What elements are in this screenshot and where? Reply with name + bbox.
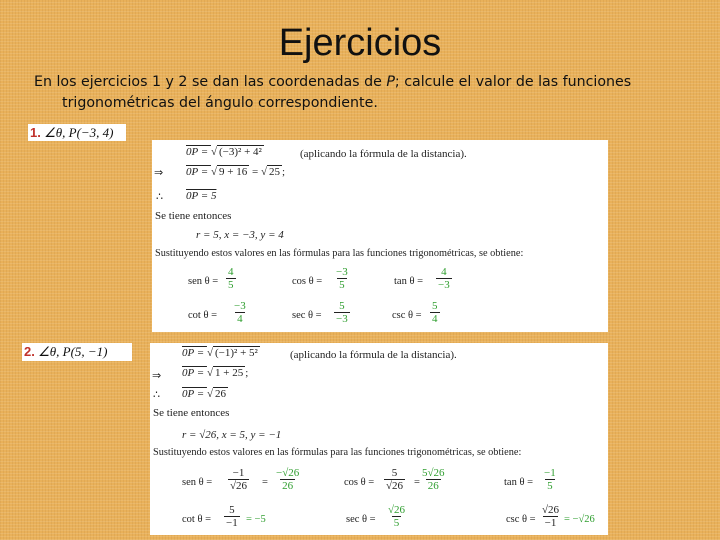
ex1-step2-radicand2: 25 [268, 166, 280, 178]
ex1-tan-numerator: 4 [441, 266, 447, 278]
ex2-tan-frac [542, 467, 558, 492]
ex2-cos-numerator: 5 [391, 467, 398, 479]
ex2-sec-label: sec θ = [346, 514, 376, 525]
ex2-cot-tail: = −5 [246, 514, 266, 525]
ex2-sec-denominator: 5 [393, 517, 400, 529]
ex1-sec-numerator: 5 [339, 300, 345, 312]
ex1-step3: 0P = 5 [186, 190, 217, 202]
ex1-csc-label: csc θ = [392, 310, 422, 321]
ex1-distance-radicand: (−3)² + 4² [219, 146, 262, 158]
exercise-2-panel [150, 343, 608, 535]
ex2-sen-numerator2: −√26 [276, 467, 300, 479]
exercise-2-expression: ∠θ, P(5, −1) [38, 344, 108, 359]
ex2-sec-frac [386, 504, 407, 529]
ex1-sec-denominator: −3 [336, 313, 348, 325]
ex2-sen-eq: = [262, 477, 268, 488]
ex2-csc-frac [540, 504, 561, 529]
ex1-distance-note: (aplicando la fórmula de la distancia). [300, 148, 467, 160]
ex1-csc-numerator: 5 [432, 300, 438, 312]
ex2-step3-radicand: 26 [215, 388, 226, 400]
ex2-step2-lhs: 0P = [182, 367, 207, 379]
exercise-2-number: 2. [24, 344, 35, 359]
ex2-distance-line: 0P = √ (−1)² + 5² [182, 347, 258, 359]
ex1-tan-label: tan θ = [394, 276, 424, 287]
ex2-csc-label: csc θ = [506, 514, 536, 525]
ex1-sen-label: sen θ = [188, 276, 219, 287]
ex1-se-tiene: Se tiene entonces [155, 210, 232, 222]
ex2-se-tiene: Se tiene entonces [153, 407, 230, 419]
ex2-cot-frac [224, 504, 240, 529]
ex2-distance-lhs: 0P = [182, 347, 207, 359]
ex2-sen-label: sen θ = [182, 477, 213, 488]
ex1-values: r = 5, x = −3, y = 4 [196, 229, 284, 241]
ex2-step2-end: ; [245, 367, 249, 379]
ex1-step2-line: 0P = √ 9 + 16 = √ 25 ; [186, 166, 286, 178]
ex1-cot-label: cot θ = [188, 310, 218, 321]
ex1-distance-line: 0P = √ (−3)² + 4² [186, 146, 262, 158]
ex1-tan-denominator: −3 [438, 279, 450, 291]
ex2-cos-denominator2: 26 [427, 480, 439, 492]
ex2-sen-frac2 [274, 467, 301, 492]
ex2-csc-numerator: √26 [542, 504, 560, 516]
ex1-csc-denominator: 4 [432, 313, 438, 325]
exercise-1-number: 1. [30, 125, 41, 140]
ex1-cot-numerator: −3 [234, 300, 246, 312]
ex1-therefore: ∴ [156, 191, 163, 203]
ex1-step2-eq: = [249, 166, 261, 178]
ex2-therefore: ∴ [153, 389, 160, 401]
exercise-1-label [28, 124, 126, 141]
ex1-cos-frac [334, 266, 350, 291]
ex1-step2-lhs: 0P = [186, 166, 211, 178]
ex1-sec-frac [334, 300, 350, 325]
ex1-distance-lhs: 0P = [186, 146, 211, 158]
ex2-cos-eq: = [414, 477, 420, 488]
ex2-sec-numerator: √26 [388, 504, 406, 516]
ex1-csc-frac [430, 300, 440, 325]
ex1-sen-numerator: 4 [228, 266, 234, 278]
ex2-sustituyendo: Sustituyendo estos valores en las fórmulas para las funciones trigonométricas, se obtiene: [153, 447, 522, 458]
ex1-arrow: ⇒ [154, 167, 164, 179]
intro-line1-var: P [386, 74, 395, 90]
ex2-step2-line: 0P = √ 1 + 25 ; [182, 367, 249, 379]
ex1-cos-numerator: −3 [336, 266, 348, 278]
ex1-step2-radicand: 9 + 16 [219, 166, 248, 178]
intro-line1-a: En los ejercicios 1 y 2 se dan las coordenadas de [34, 74, 387, 90]
ex2-tan-label: tan θ = [504, 477, 534, 488]
ex2-cos-label: cos θ = [344, 477, 375, 488]
ex1-sen-denominator: 5 [228, 279, 234, 291]
slide-title: Ejercicios [278, 22, 442, 64]
intro-text [34, 72, 694, 114]
intro-line2: trigonométricas del ángulo correspondiente. [62, 95, 378, 111]
ex1-cot-denominator: 4 [237, 313, 243, 325]
ex2-csc-denominator: −1 [544, 517, 557, 529]
ex2-cot-label: cot θ = [182, 514, 212, 525]
ex2-cos-frac [384, 467, 405, 492]
ex1-tan-frac [436, 266, 452, 291]
exercise-1-expression: ∠θ, P(−3, 4) [44, 125, 114, 140]
ex2-values: r = √26, x = 5, y = −1 [182, 429, 282, 441]
ex2-sen-numerator: −1 [232, 467, 245, 479]
ex2-sen-denominator: √26 [230, 480, 248, 492]
ex2-tan-denominator: 5 [547, 480, 553, 492]
ex1-sen-frac [226, 266, 236, 291]
ex2-csc-tail: = −√26 [564, 514, 595, 525]
ex2-step2-radicand: 1 + 25 [215, 367, 244, 379]
ex2-cos-denominator: √26 [386, 480, 404, 492]
ex2-tan-numerator: −1 [544, 467, 556, 479]
ex2-sen-denominator2: 26 [282, 480, 294, 492]
ex1-step2-end: ; [281, 166, 286, 178]
ex2-distance-radicand: (−1)² + 5² [215, 347, 258, 359]
ex2-step3-line: 0P = √ 26 [182, 388, 226, 400]
ex2-sen-frac [228, 467, 249, 492]
ex1-cos-label: cos θ = [292, 276, 323, 287]
ex2-cos-numerator2: 5√26 [422, 467, 445, 479]
ex1-sec-label: sec θ = [292, 310, 322, 321]
ex2-cos-frac2 [420, 467, 447, 492]
ex2-cot-numerator: 5 [229, 504, 235, 516]
ex2-step3-lhs: 0P = [182, 388, 207, 400]
intro-line1-b: ; calcule el valor de las funciones [394, 74, 632, 90]
ex1-cos-denominator: 5 [339, 279, 345, 291]
exercise-1-panel [152, 140, 608, 332]
exercise-2-label [22, 343, 132, 361]
ex1-cot-frac [232, 300, 248, 325]
ex2-cot-denominator: −1 [226, 517, 238, 529]
ex2-distance-note: (aplicando la fórmula de la distancia). [290, 349, 457, 361]
ex2-arrow: ⇒ [152, 370, 162, 382]
ex1-sustituyendo: Sustituyendo estos valores en las fórmulas para las funciones trigonométricas, se obtiene: [155, 248, 524, 259]
